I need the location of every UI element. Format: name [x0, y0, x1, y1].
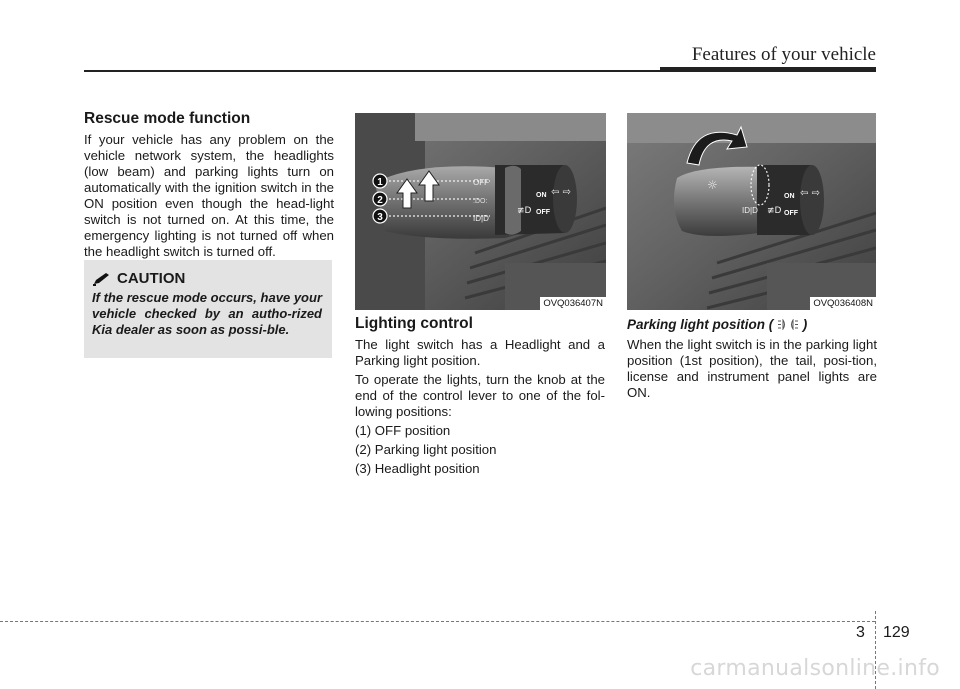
svg-text:1: 1 [377, 177, 383, 188]
rescue-body: If your vehicle has any problem on the vehicle network system, the headlights (low beam) and parking lights turn on automatically with the ignition switch in the ON position even though the head-light switch is not turned on. At this time, the emergency lighting is not turned off when the headlight switch is turned off. [84, 132, 334, 259]
position-item: (1) OFF position [355, 423, 451, 438]
callout-3 [373, 209, 387, 223]
footer-dashed-rule [0, 621, 875, 622]
headlight-icon: ID|D [742, 206, 758, 215]
turn-arrows-icon: ⇦ ⇨ [800, 188, 820, 199]
lever-label-off-small: OFF [784, 210, 798, 217]
callout-2 [373, 192, 387, 206]
chapter-number: 3 [856, 624, 865, 641]
headlight-symbol-icon: ☼ [707, 178, 718, 192]
page-number: 129 [883, 624, 910, 641]
lighting-heading: Lighting control [355, 315, 473, 332]
header-rule-accent [660, 67, 876, 72]
watermark: carmanualsonline.info [690, 656, 940, 681]
lever-label-on: ON [536, 192, 547, 199]
caution-pencil-icon [92, 272, 112, 286]
figure-code: OVQ036407N [540, 297, 606, 310]
parking-heading-prefix: Parking light position ( [627, 317, 774, 332]
rescue-section [84, 111, 334, 263]
caution-text: If the rescue mode occurs, have your vehicle checked by an autho-rized Kia dealer as soon as possi-ble. [92, 290, 322, 337]
light-switch-illustration [355, 113, 606, 310]
parking-body: When the light switch is in the parking light position (1st position), the tail, posi-tion, license and instrument panel lights are ON. [627, 337, 877, 400]
caution-title [92, 270, 322, 287]
lever-label-off: OFF [473, 178, 489, 187]
parking-light-icon [777, 319, 799, 330]
position-item: (2) Parking light position [355, 442, 497, 457]
lighting-instruction: To operate the lights, turn the knob at the end of the control lever to one of the fol-lowing positions: [355, 372, 605, 419]
parking-light-icon: :DO: [473, 198, 488, 205]
figure-parking-light-position [627, 113, 876, 310]
svg-text:2: 2 [377, 195, 383, 206]
caution-title-text: CAUTION [117, 270, 186, 287]
lighting-intro: The light switch has a Headlight and a Parking light position. [355, 337, 605, 368]
svg-text:3: 3 [377, 212, 383, 223]
rescue-heading: Rescue mode function [84, 110, 251, 127]
lever-label-on: ON [784, 193, 795, 200]
callout-1 [373, 174, 387, 188]
parking-heading [627, 317, 877, 333]
headlight-icon: ID|D [473, 214, 489, 223]
position-item: (3) Headlight position [355, 461, 480, 476]
caution-box [84, 260, 332, 358]
parking-heading-suffix: ) [802, 317, 808, 332]
turn-arrows-icon: ⇦ ⇨ [551, 187, 571, 198]
figure-light-switch-positions [355, 113, 606, 310]
page-header-title: Features of your vehicle [691, 44, 876, 65]
lighting-section [355, 316, 605, 480]
parking-light-illustration [627, 113, 876, 310]
figure-code: OVQ036408N [810, 297, 876, 310]
fog-light-icon: ≢D [767, 206, 782, 216]
fog-light-icon: ≢D [517, 206, 532, 216]
lever-label-off-small: OFF [536, 209, 550, 216]
parking-section [627, 317, 877, 404]
